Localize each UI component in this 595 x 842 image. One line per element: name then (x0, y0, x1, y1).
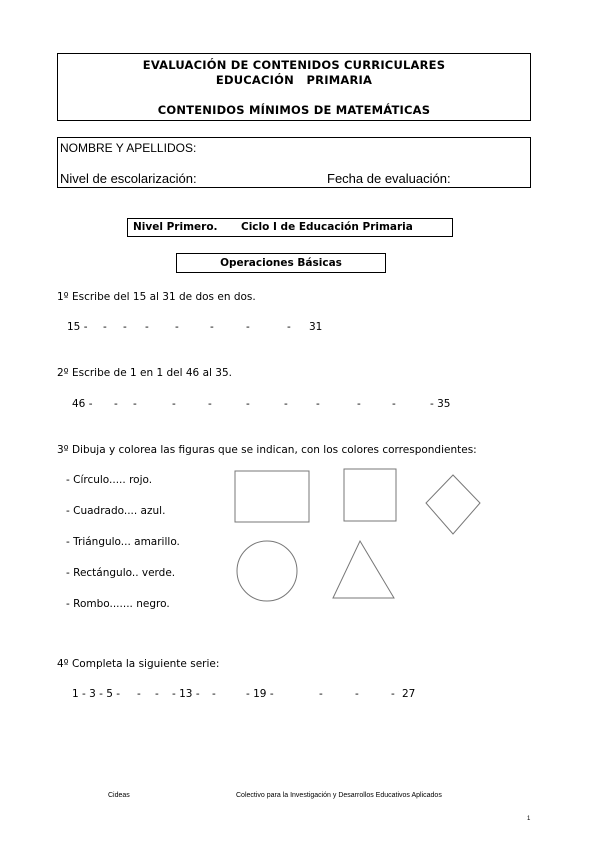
sequence-item: 46 - (72, 398, 93, 410)
sequence-item: - (155, 688, 159, 700)
sequence-item: - (145, 321, 149, 333)
cycle-text: Ciclo I de Educación Primaria (241, 221, 413, 233)
sequence-item: - (137, 688, 141, 700)
sequence-item: - (284, 398, 288, 410)
sequence-item: - (357, 398, 361, 410)
footer-left: Cideas (108, 792, 130, 799)
sequence-item: - (212, 688, 216, 700)
sequence-item: - (210, 321, 214, 333)
question-2-prompt: 2º Escribe de 1 en 1 del 46 al 35. (57, 367, 232, 379)
shape-item-circle: - Círculo..... rojo. (66, 474, 153, 486)
square-shape (344, 469, 396, 521)
question-4-prompt: 4º Completa la siguiente serie: (57, 658, 220, 670)
circle-shape (237, 541, 297, 601)
level-text: Nivel Primero. (133, 221, 218, 233)
sequence-item: - (319, 688, 323, 700)
sequence-item: 31 (309, 321, 323, 333)
sequence-item: - (355, 688, 359, 700)
shape-item-rhombus: - Rombo....... negro. (66, 598, 170, 610)
sequence-item: - 13 - (172, 688, 200, 700)
sequence-item: - (133, 398, 137, 410)
sequence-item: - 35 (430, 398, 451, 410)
question-3-prompt: 3º Dibuja y colorea las figuras que se indican, con los colores correspondientes: (57, 444, 477, 456)
question-1-prompt: 1º Escribe del 15 al 31 de dos en dos. (57, 291, 256, 303)
sequence-item: - (287, 321, 291, 333)
level-label: Nivel de escolarización: (60, 171, 197, 186)
sequence-item: - (246, 398, 250, 410)
page-number: 1 (527, 816, 531, 822)
header-title-line2: EDUCACIÓN PRIMARIA (215, 73, 373, 87)
sequence-item: - (391, 688, 395, 700)
sequence-item: 15 - (67, 321, 88, 333)
sequence-item: - (172, 398, 176, 410)
section-title: Operaciones Básicas (176, 253, 386, 273)
shape-item-square: - Cuadrado.... azul. (66, 505, 166, 517)
sequence-item: 27 (402, 688, 416, 700)
sequence-item: - (246, 321, 250, 333)
sequence-item: - (316, 398, 320, 410)
shape-item-rectangle: - Rectángulo.. verde. (66, 567, 176, 579)
shape-item-triangle: - Triángulo... amarillo. (66, 536, 180, 548)
date-label: Fecha de evaluación: (327, 171, 451, 186)
rhombus-shape (426, 475, 480, 534)
triangle-shape (333, 541, 394, 598)
sequence-item: - (114, 398, 118, 410)
rectangle-shape (235, 471, 309, 522)
sequence-item: - (175, 321, 179, 333)
header-title-line1: EVALUACIÓN DE CONTENIDOS CURRICULARES (142, 58, 446, 72)
name-label: NOMBRE Y APELLIDOS: (60, 141, 197, 155)
sequence-item: - (123, 321, 127, 333)
footer-center: Colectivo para la Investigación y Desarrollos Educativos Aplicados (236, 792, 442, 799)
sequence-item: - 19 - (246, 688, 274, 700)
sequence-item: - (103, 321, 107, 333)
header-title-line3: CONTENIDOS MÍNIMOS DE MATEMÁTICAS (157, 103, 431, 117)
sequence-item: - (392, 398, 396, 410)
sequence-item: 1 - 3 - 5 - (72, 688, 121, 700)
sequence-item: - (208, 398, 212, 410)
